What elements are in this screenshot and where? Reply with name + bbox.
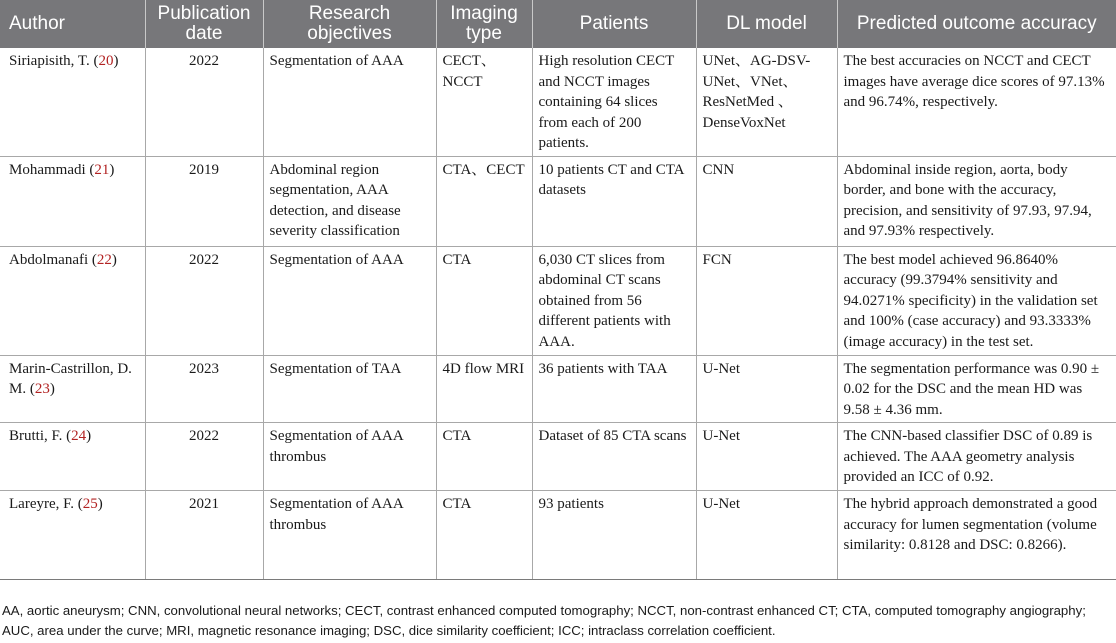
patients-cell: High resolution CECT and NCCT images containing 64 slices from each of 200 patients. xyxy=(532,48,696,156)
imaging-cell: 4D flow MRI xyxy=(436,355,532,423)
table-footnote: AA, aortic aneurysm; CNN, convolutional neural networks; CECT, contrast enhanced computed tomography; NCCT, non-contrast enhanced CT; CTA, computed tomography angiography; AUC, area under the curve; MRI, magnetic resonance imaging; DSC, dice similarity coefficient; ICC; intraclass correlation coefficient. xyxy=(2,603,1086,638)
author-cell: Mohammadi (21) xyxy=(0,156,145,246)
imaging-cell: CECT、NCCT xyxy=(436,48,532,156)
model-cell: CNN xyxy=(696,156,837,246)
table-row xyxy=(0,423,1116,491)
accuracy-cell: Abdominal inside region, aorta, body border, and bone with the accuracy, precision, and sensitivity of 97.93, 97.94, and 97.93% respectively. xyxy=(837,156,1116,246)
header-predicted-outcome-accuracy: Predicted outcome accuracy xyxy=(837,0,1116,48)
date-cell: 2023 xyxy=(145,355,263,423)
author-cell: Siriapisith, T. (20) xyxy=(0,48,145,156)
header-imaging-type: Imaging type xyxy=(436,0,532,48)
imaging-cell: CTA xyxy=(436,423,532,491)
objectives-cell: Segmentation of AAA thrombus xyxy=(263,491,436,580)
model-cell: U-Net xyxy=(696,423,837,491)
accuracy-cell: The CNN-based classifier DSC of 0.89 is achieved. The AAA geometry analysis provided an ICC of 0.92. xyxy=(837,423,1116,491)
patients-cell: Dataset of 85 CTA scans xyxy=(532,423,696,491)
imaging-cell: CTA xyxy=(436,246,532,355)
patients-cell: 36 patients with TAA xyxy=(532,355,696,423)
date-cell: 2021 xyxy=(145,491,263,580)
objectives-cell: Segmentation of AAA thrombus xyxy=(263,423,436,491)
objectives-cell: Segmentation of AAA xyxy=(263,48,436,156)
accuracy-cell: The hybrid approach demonstrated a good accuracy for lumen segmentation (volume similarity: 0.8128 and DSC: 0.8266). xyxy=(837,491,1116,580)
patients-cell: 6,030 CT slices from abdominal CT scans obtained from 56 different patients with AAA. xyxy=(532,246,696,355)
accuracy-cell: The best accuracies on NCCT and CECT images have average dice scores of 97.13% and 96.74%, respectively. xyxy=(837,48,1116,156)
table-row xyxy=(0,491,1116,580)
reference-link[interactable]: 24 xyxy=(71,428,87,444)
reference-link[interactable]: 21 xyxy=(94,161,110,178)
header-dl-model: DL model xyxy=(696,0,837,48)
patients-cell: 10 patients CT and CTA datasets xyxy=(532,156,696,246)
model-cell: UNet、AG-DSV-UNet、VNet、ResNetMed 、DenseVoxNet xyxy=(696,48,837,156)
table-row xyxy=(0,246,1116,355)
date-cell: 2022 xyxy=(145,48,263,156)
author-cell: Lareyre, F. (25) xyxy=(0,491,145,580)
header-author: Author xyxy=(0,0,145,48)
date-cell: 2022 xyxy=(145,246,263,355)
header-patients: Patients xyxy=(532,0,696,48)
imaging-cell: CTA、CECT xyxy=(436,156,532,246)
objectives-cell: Segmentation of AAA xyxy=(263,246,436,355)
reference-link[interactable]: 22 xyxy=(96,251,112,268)
header-row xyxy=(0,0,1116,48)
objectives-cell: Abdominal region segmentation, AAA detection, and disease severity classification xyxy=(263,156,436,246)
date-cell: 2019 xyxy=(145,156,263,246)
imaging-cell: CTA xyxy=(436,491,532,580)
reference-link[interactable]: 25 xyxy=(82,496,98,512)
date-cell: 2022 xyxy=(145,423,263,491)
header-publication-date: Publication date xyxy=(145,0,263,48)
accuracy-cell: The segmentation performance was 0.90 ± 0.02 for the DSC and the mean HD was 9.58 ± 4.36 mm. xyxy=(837,355,1116,423)
objectives-cell: Segmentation of TAA xyxy=(263,355,436,423)
table-row xyxy=(0,355,1116,423)
reference-link[interactable]: 23 xyxy=(34,381,50,397)
author-cell: Marin-Castrillon, D. M. (23) xyxy=(0,355,145,423)
model-cell: FCN xyxy=(696,246,837,355)
author-cell: Abdolmanafi (22) xyxy=(0,246,145,355)
accuracy-cell: The best model achieved 96.8640% accuracy (99.3794% sensitivity and 94.0271% specificity) in the validation set and 100% (case accuracy) and 93.3333% (image accuracy) in the test set. xyxy=(837,246,1116,355)
model-cell: U-Net xyxy=(696,491,837,580)
table-row xyxy=(0,156,1116,246)
model-cell: U-Net xyxy=(696,355,837,423)
author-cell: Brutti, F. (24) xyxy=(0,423,145,491)
table-row xyxy=(0,48,1116,156)
patients-cell: 93 patients xyxy=(532,491,696,580)
reference-link[interactable]: 20 xyxy=(98,53,114,69)
header-research-objectives: Research objectives xyxy=(263,0,436,48)
